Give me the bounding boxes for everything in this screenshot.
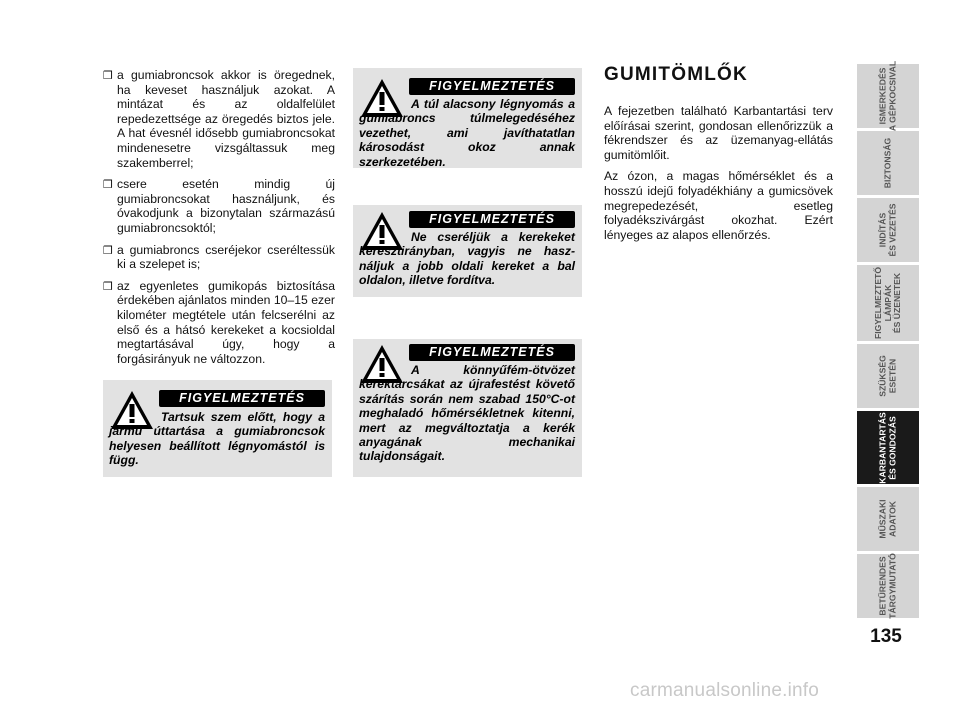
- tab-beturendes[interactable]: [857, 554, 919, 618]
- tab-szukseg[interactable]: [857, 344, 919, 408]
- tab-label: SZÜKSÉG ESETÉN: [877, 355, 897, 397]
- warning-header: FIGYELMEZTETÉS: [409, 344, 575, 361]
- warning-box-alloy-wheels: [353, 339, 582, 477]
- list-item: ❒ a gumiabroncs cseréjekor cseréltessük ki a szelepet is;: [103, 242, 335, 272]
- warning-box-road-holding: [103, 380, 332, 477]
- warning-box-wheel-swap: [353, 205, 582, 297]
- checkbox-bullet-icon: ❒: [103, 70, 113, 82]
- warning-text: A könnyűfém-ötvözet keréktárcsákat az újrafestést követő szárítás során nem szabad 150°C-ot meghaladó hőmérsékletnek kitenni, mert az megváltoztatja a kerék anyagának mechanikai tulajdonságait.: [359, 363, 575, 464]
- warning-header: FIGYELMEZTETÉS: [409, 78, 575, 95]
- checkbox-bullet-icon: ❒: [103, 244, 113, 257]
- paragraph: A fejezetben található Karbantartási terv előírásai szerint, gondosan ellenőrizzük a fékrendszer és az üzemanyag-ellátás gumitömlőit.: [604, 104, 833, 162]
- list-item: ❒ az egyenletes gumikopás biztosítása érdekében ajánlatos minden 10–15 ezer kilométer megtétele után felcserélni az első és a hátsó kerekeket a kocsioldal megtartásával úgy, hogy a forgásirányuk ne változzon.: [103, 278, 335, 366]
- checkbox-bullet-icon: ❒: [103, 280, 113, 293]
- tab-figyelmezteto[interactable]: [857, 265, 919, 341]
- tab-biztonsag[interactable]: [857, 131, 919, 195]
- checkbox-bullet-icon: ❒: [103, 179, 113, 192]
- tab-label: INDÍTÁS ÉS VEZETÉS: [877, 203, 897, 257]
- tab-label: FIGYELMEZTETŐ LÁMPÁK ÉS ÜZENETEK: [872, 266, 902, 340]
- tab-label: ISMERKEDÉS A GÉPKOCSIVAL: [877, 60, 897, 132]
- tab-label: BETŰRENDES TÁRGYMUTATÓ: [877, 553, 897, 619]
- warning-box-low-pressure: [353, 68, 582, 168]
- tab-ismerkedes[interactable]: [857, 60, 919, 132]
- paragraph: Az ózon, a magas hőmérséklet és a hosszú idejű folyadékhiány a gumicsövek megrepedezését, esetleg folyadékszivárgást okozhat. Ezért lényeges az alapos ellenőrzés.: [604, 169, 833, 242]
- section-title: GUMITÖMLŐK: [604, 64, 748, 85]
- section-body: [604, 104, 833, 249]
- warning-text: Ne cseréljük a kerekeket keresztirányban, vagyis ne hasz- náljuk a jobb oldali kereket a bal oldalon, illetve fordítva.: [359, 230, 575, 288]
- list-item: ❒ a gumiabroncsok akkor is öregednek, ha keveset használjuk azokat. A mintázat és az oldalfelület repedezettsége az öregedés biztos jele. A hat évesnél idősebb gumiabroncsokat mindenesetre vizsgáltassuk meg szakemberrel;: [103, 68, 335, 170]
- warning-header: FIGYELMEZTETÉS: [409, 211, 575, 228]
- list-item: ❒ csere esetén mindig új gumiabroncsokat használjunk, és óvakodjunk a bizonytalan származású gumiabroncsoktól;: [103, 177, 335, 235]
- tab-label: KARBANTARTÁS ÉS GONDOZÁS: [877, 411, 897, 484]
- warning-text: Tartsuk szem előtt, hogy a jármű úttartása a gumiabroncsok helyesen beállított légnyomástól is függ.: [109, 410, 325, 468]
- bullet-list: [103, 68, 335, 373]
- warning-text: A túl alacsony légnyomás a gumiabroncs túlmelegedéséhez vezethet, ami javíthatatlan károsodást okoz annak szerkezetében.: [359, 97, 575, 169]
- tab-karbantartas[interactable]: [857, 411, 919, 484]
- page-number: 135: [870, 626, 902, 647]
- tab-label: MŰSZAKI ADATOK: [877, 499, 897, 539]
- tab-label: BIZTONSÁG: [882, 137, 893, 189]
- warning-header: FIGYELMEZTETÉS: [159, 390, 325, 407]
- tab-muszaki[interactable]: [857, 487, 919, 551]
- watermark: carmanualsonline.info: [630, 680, 820, 701]
- tab-inditas[interactable]: [857, 198, 919, 262]
